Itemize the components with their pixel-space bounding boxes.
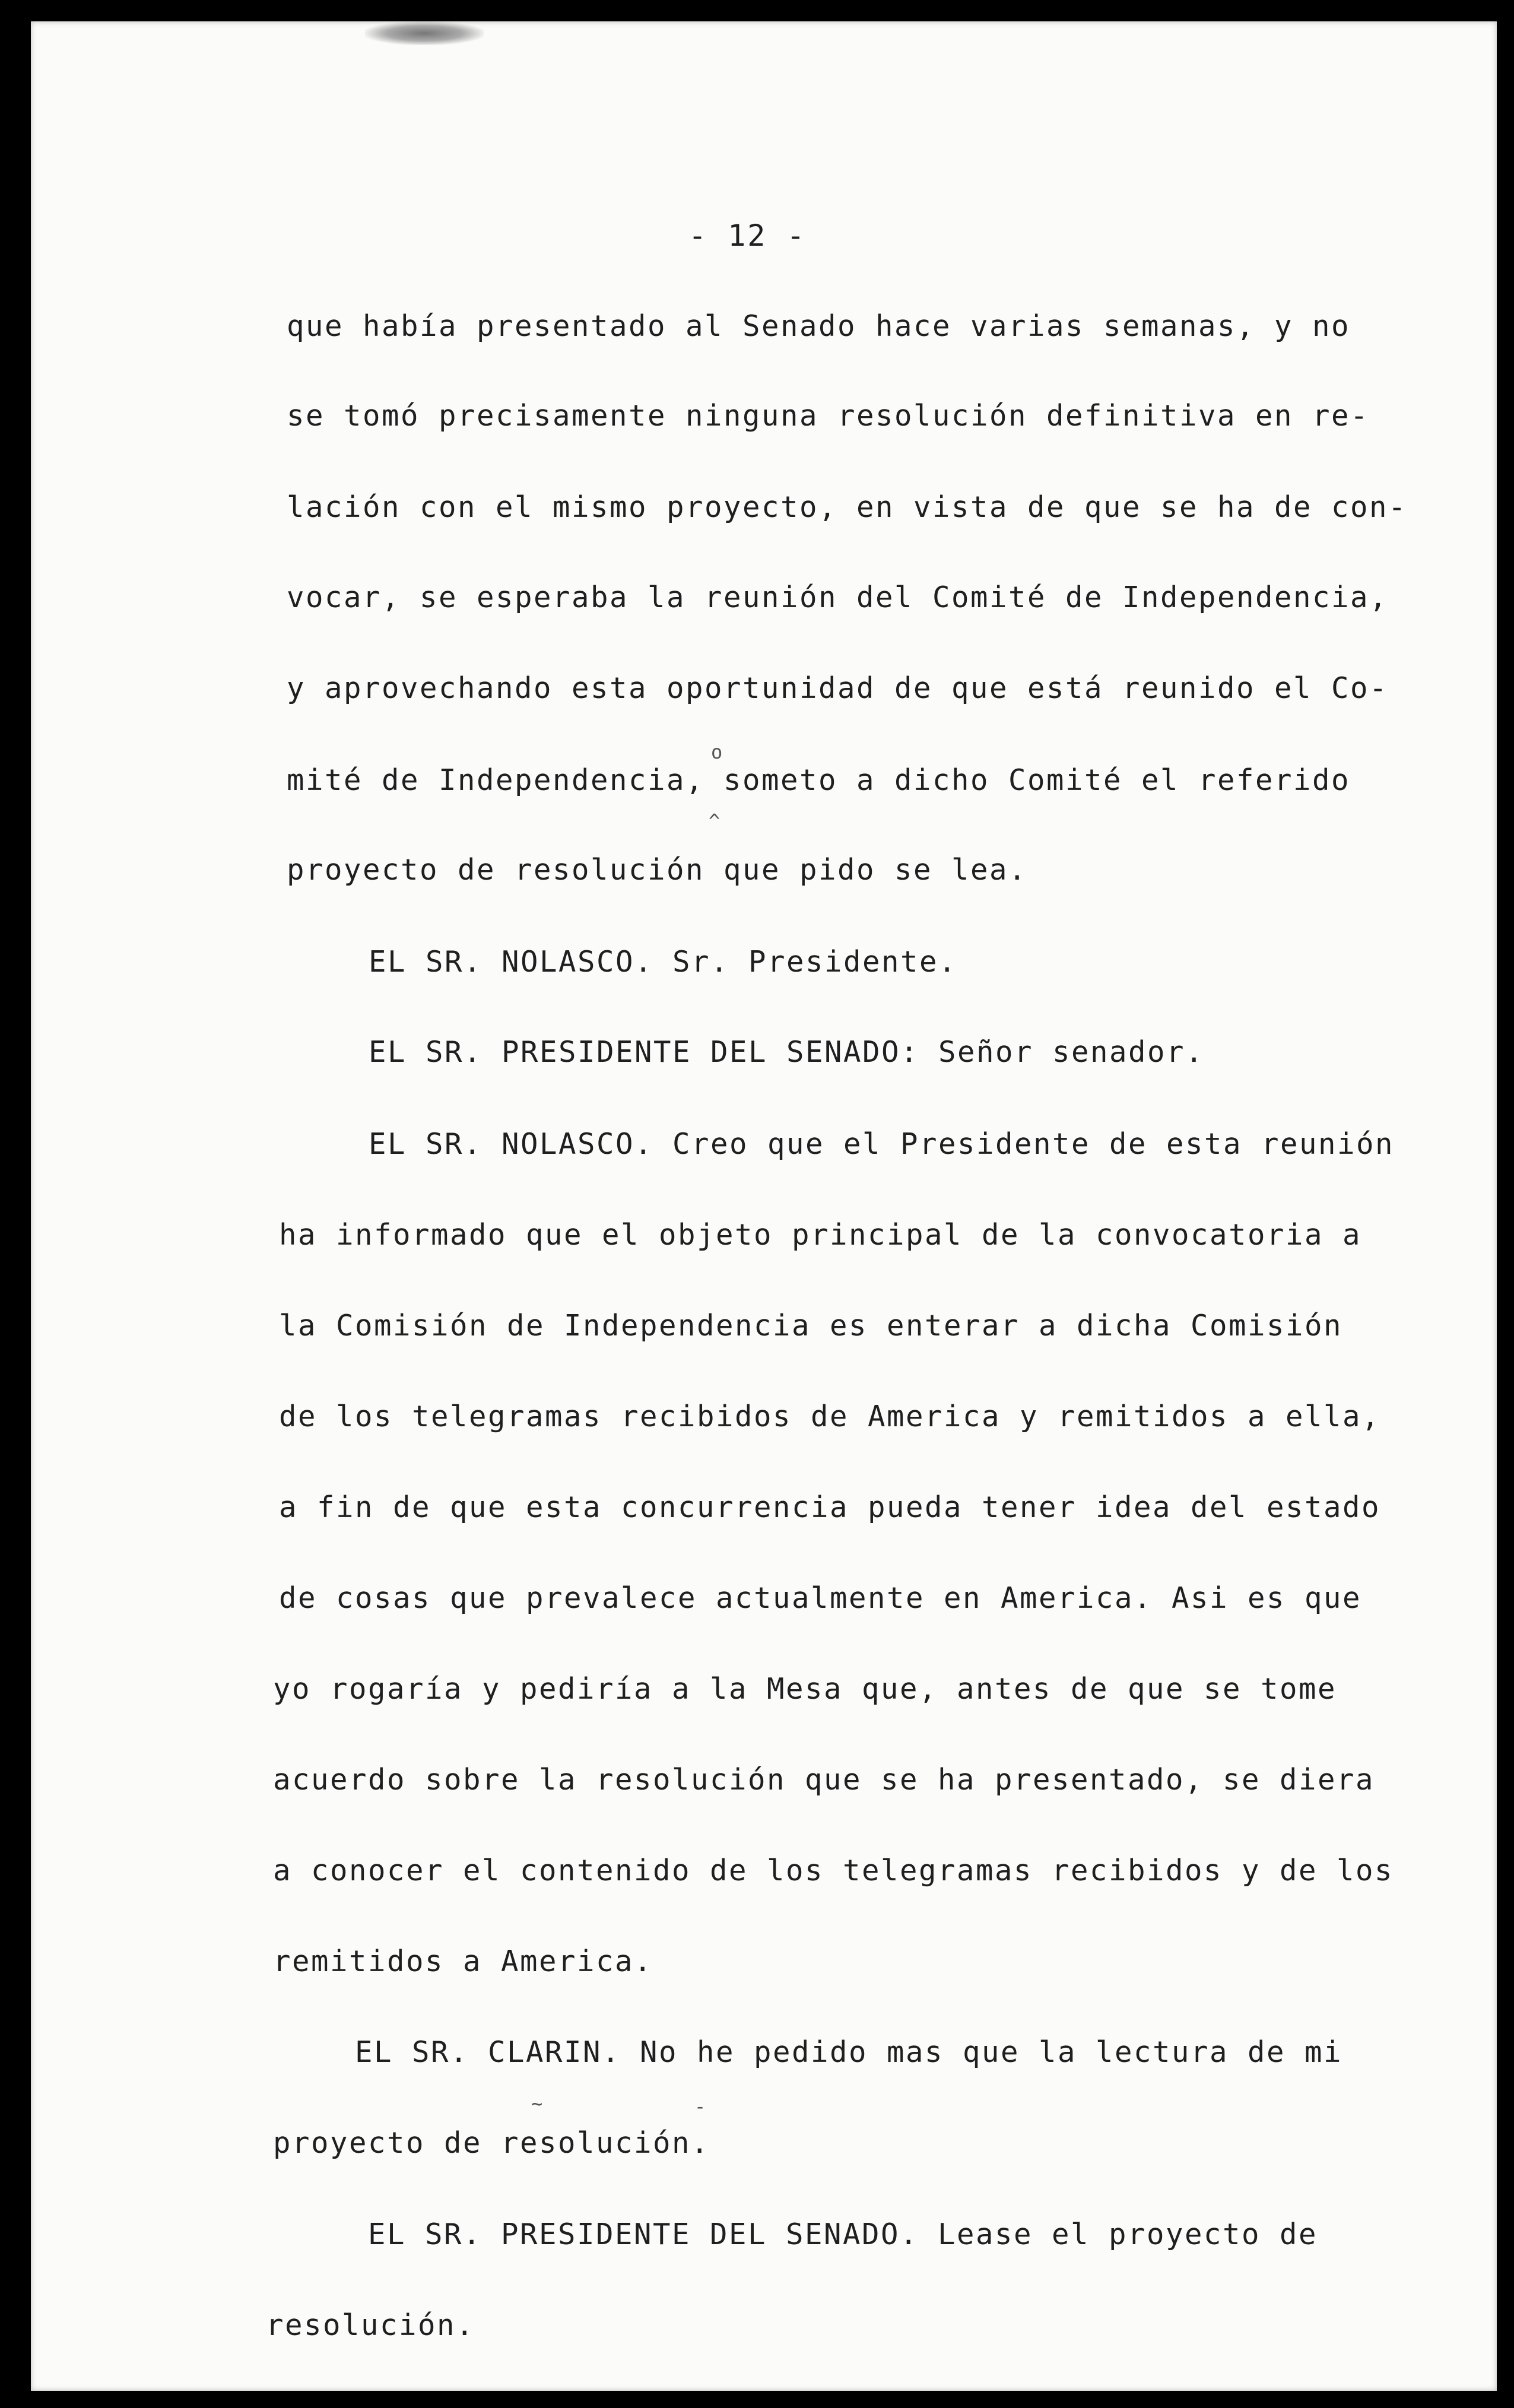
text-line-21: proyecto de resolución. [273,2126,710,2160]
text-line-3: lación con el mismo proyecto, en vista de que se ha de con- [287,490,1408,524]
text-line-4: vocar, se esperaba la reunión del Comité de Independencia, [287,580,1389,614]
text-line-14: a fin de que esta concurrencia pueda tener idea del estado [279,1490,1381,1524]
punch-hole-mark [365,21,484,45]
text-line-19: remitidos a America. [273,1944,653,1978]
caret-insertion-mark: ^ [709,810,721,832]
text-line-1: que había presentado al Senado hace varias semanas, y no [287,309,1351,343]
text-line-18: a conocer el contenido de los telegramas recibidos y de los [273,1854,1394,1887]
text-line-7: proyecto de resolución que pido se lea. [287,853,1028,887]
speaker-line-clarin: EL SR. CLARIN. No he pedido mas que la lectura de mi [355,2035,1343,2069]
text-line-6: mité de Independencia, someto a dicho Comité el referido [287,763,1351,797]
text-line-2: se tomó precisamente ninguna resolución definitiva en re- [287,399,1370,433]
text-line-5: y aprovechando esta oportunidad de que está reunido el Co- [287,671,1389,705]
speaker-line-nolasco-1: EL SR. NOLASCO. Sr. Presidente. [369,945,958,979]
text-line-11: ha informado que el objeto principal de la convocatoria a [279,1218,1362,1252]
speaker-line-presidente-2: EL SR. PRESIDENTE DEL SENADO. Lease el proyecto de [368,2217,1318,2251]
speaker-line-nolasco-2: EL SR. NOLASCO. Creo que el Presidente de esta reunión [369,1127,1395,1161]
speaker-line-presidente-1: EL SR. PRESIDENTE DEL SENADO: Señor senador. [369,1035,1205,1069]
text-line-12: la Comisión de Independencia es enterar a dicha Comisión [279,1309,1343,1343]
page-number: - 12 - [688,218,807,253]
handwritten-tilde-mark: ~ [531,2092,543,2115]
text-line-15: de cosas que prevalece actualmente en America. Asi es que [279,1581,1362,1615]
text-line-13: de los telegramas recibidos de America y remitidos a ella, [279,1400,1381,1433]
handwritten-correction-mark: o [711,741,723,763]
text-line-23: resolución. [266,2308,475,2342]
text-line-16: yo rogaría y pediría a la Mesa que, antes de que se tome [273,1672,1337,1706]
handwritten-dash-mark: - [694,2095,706,2118]
text-line-17: acuerdo sobre la resolución que se ha presentado, se diera [273,1763,1375,1797]
